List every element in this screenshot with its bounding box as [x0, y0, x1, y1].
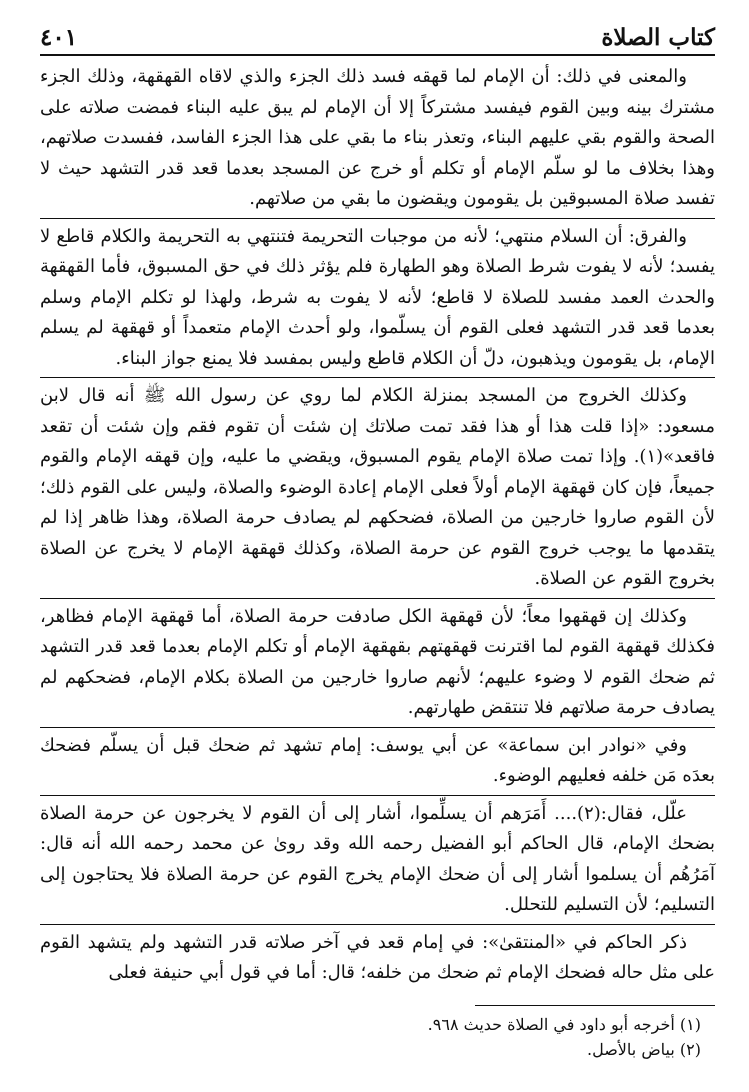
section-divider: [40, 218, 715, 219]
section-divider: [40, 924, 715, 925]
paragraph-2: والفرق: أن السلام منتهي؛ لأنه من موجبات التحريمة فتنتهي به التحريمة والكلام قاطع لا يفسد؛ لأنه لا يفوت شرط الصلاة وهو الطهارة فلم يؤثر ذلك في حق المسبوق، فأما القهقهة والحدث العمد مفسد للصلاة لا قاطع؛ لأنه لا يفوت به شرط، ولهذا لو تكلم الإمام وسلم بعدما قعد قدر التشهد فعلى القوم أن يسلّموا، ولو أحدث الإمام متعمداً أو قهقهة لم يسلم الإمام، بل يقومون ويذهبون، دلّ أن الكلام قاطع وليس بمفسد فلا يمنع جواز البناء.: [40, 225, 715, 369]
paragraph-1: والمعنى في ذلك: أن الإمام لما قهقه فسد ذلك الجزء والذي لاقاه القهقهة، وذلك الجزء مشترك بينه وبين القوم فيفسد مشتركاً إلا أن الإمام لم يبق عليه البناء فمضت صلاته على الصحة والقوم بقي عليهم البناء، وتعذر بناء ما بقي على هذا الجزء الفاسد، ففسدت صلاتهم، وهذا بخلاف ما لو سلّم الإمام أو تكلم أو خرج عن المسجد بعدما قعد قدر التشهد حيث لا تفسد صلاة المسبوقين بل يقومون ويقضون ما بقي من صلاتهم.: [40, 66, 715, 209]
footnote-rule: [475, 1005, 715, 1006]
paragraph-7: ذكر الحاكم في «المنتقىٰ»: في إمام قعد في آخر صلاته قدر التشهد ولم يتشهد القوم على مثل حاله فضحك الإمام ثم ضحك من خلفه؛ قال: أما في قول أبي حنيفة فعلى: [40, 931, 715, 983]
page-header: [40, 22, 715, 56]
footnote-2: (٢) بياض بالأصل.: [587, 1039, 701, 1059]
body-text: [40, 62, 715, 989]
paragraph-6: علّل، فقال:(٢).... أَمَرَهم أن يسلِّموا، أشار إلى أن القوم لا يخرجون عن حرمة الصلاة بضحك الإمام، قال الحاكم أبو الفضيل رحمه الله وقد روىٰ عن محمد رحمه الله أنه قال: آمَرُهُم أن يسلموا أشار إلى أن ضحك الإمام يخرج القوم عن حرمة الصلاة فلا يحتاجون إلى التسليم؛ لأن التسليم للتحلل.: [40, 802, 715, 915]
paragraph-5: وفي «نوادر ابن سماعة» عن أبي يوسف: إمام تشهد ثم ضحك قبل أن يسلّم فضحك بعدَه مَن خلفه فعليهم الوضوء.: [40, 734, 715, 786]
book-title: كتاب الصلاة: [601, 24, 715, 51]
section-divider: [40, 377, 715, 378]
footnotes: [40, 1012, 715, 1062]
section-divider: [40, 795, 715, 796]
paragraph-3: وكذلك الخروج من المسجد بمنزلة الكلام لما روي عن رسول الله ﷺ أنه قال لابن مسعود: «إذا قلت هذا أو هذا فقد تمت صلاتك إن شئت أن تقوم فقم وإن شئت أن تقعد فاقعد»(١). وإذا تمت صلاة الإمام يقوم المسبوق، ويقضي ما عليه، وإن قهقه الإمام والقوم جميعاً، فإن كان قهقهة الإمام أولاً فعلى الإمام إعادة الوضوء والصلاة، وليس على القوم ذلك؛ لأن القوم صاروا خارجين من الصلاة، فضحكهم لم يصادف حرمة الصلاة، وهذا ظاهر إذا لم يتقدمها ما يوجب خروج القوم عن حرمة الصلاة، وكذلك قهقهة الإمام لا يخرج عن الصلاة بخروج القوم عن الصلاة.: [40, 385, 715, 589]
page-number: ٤٠١: [40, 24, 78, 51]
paragraph-4: وكذلك إن قهقهوا معاً؛ لأن قهقهة الكل صادفت حرمة الصلاة، أما قهقهة الإمام فظاهر، فكذلك قهقهة القوم لما اقترنت قهقهتهم بقهقهة الإمام أو تكلم الإمام بعدما قعد قدر التشهد ثم ضحك القوم لا وضوء عليهم؛ لأنهم صاروا خارجين من الصلاة بكلام الإمام، فضحكهم لم يصادف حرمة صلاتهم فلا تنتقض طهارتهم.: [40, 605, 715, 718]
document-page: [40, 22, 715, 1072]
footnote-1: (١) أخرجه أبو داود في الصلاة حديث ٩٦٨.: [427, 1014, 701, 1034]
section-divider: [40, 598, 715, 599]
section-divider: [40, 727, 715, 728]
